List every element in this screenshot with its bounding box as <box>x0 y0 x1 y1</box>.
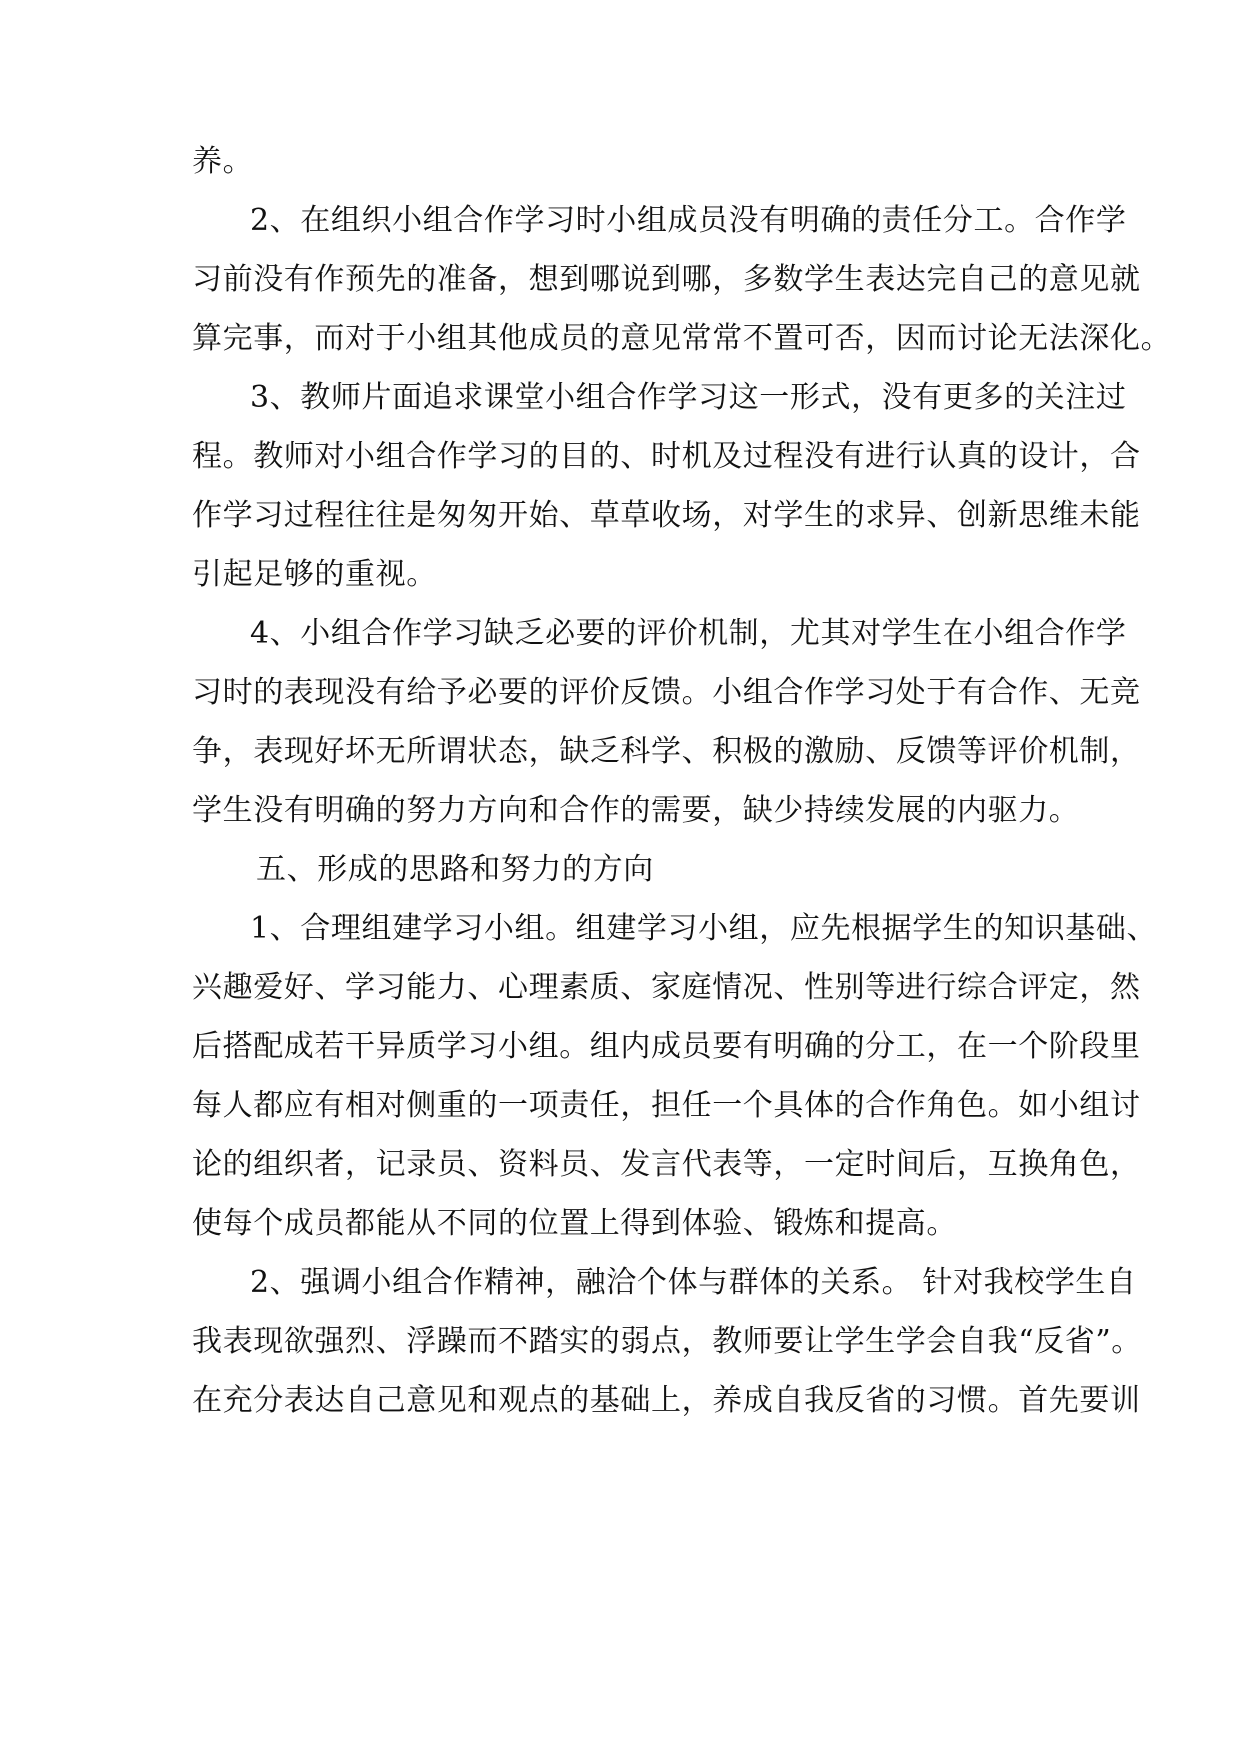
section-heading: 五、形成的思路和努力的方向 <box>256 852 654 887</box>
text-line: 程。教师对小组合作学习的目的、时机及过程没有进行认真的设计，合 <box>192 439 1141 474</box>
paragraph-start: 1、合理组建学习小组。组建学习小组，应先根据学生的知识基础、 <box>250 911 1158 946</box>
text-line: 论的组织者，记录员、资料员、发言代表等，一定时间后，互换角色， <box>192 1147 1141 1182</box>
text-line: 算完事，而对于小组其他成员的意见常常不置可否，因而讨论无法深化。 <box>192 321 1172 356</box>
text-line: 作学习过程往往是匆匆开始、草草收场，对学生的求异、创新思维未能 <box>192 498 1141 533</box>
text-line: 后搭配成若干异质学习小组。组内成员要有明确的分工，在一个阶段里 <box>192 1029 1141 1064</box>
text-line: 养。 <box>192 144 254 179</box>
text-line: 每人都应有相对侧重的一项责任，担任一个具体的合作角色。如小组讨 <box>192 1088 1141 1123</box>
text-line: 使每个成员都能从不同的位置上得到体验、锻炼和提高。 <box>192 1206 957 1241</box>
text-line: 兴趣爱好、学习能力、心理素质、家庭情况、性别等进行综合评定，然 <box>192 970 1141 1005</box>
text-line: 习时的表现没有给予必要的评价反馈。小组合作学习处于有合作、无竞 <box>192 675 1141 710</box>
paragraph-start: 2、强调小组合作精神，融洽个体与群体的关系。 针对我校学生自 <box>250 1265 1137 1300</box>
text-line: 引起足够的重视。 <box>192 557 437 592</box>
text-line: 习前没有作预先的准备，想到哪说到哪，多数学生表达完自己的意见就 <box>192 262 1141 297</box>
text-line: 争，表现好坏无所谓状态，缺乏科学、积极的激励、反馈等评价机制， <box>192 734 1141 769</box>
paragraph-start: 4、小组合作学习缺乏必要的评价机制，尤其对学生在小组合作学 <box>250 616 1127 651</box>
text-line: 在充分表达自己意见和观点的基础上，养成自我反省的习惯。首先要训 <box>192 1383 1141 1418</box>
text-line: 我表现欲强烈、浮躁而不踏实的弱点，教师要让学生学会自我“反省”。 <box>192 1324 1142 1359</box>
text-line: 学生没有明确的努力方向和合作的需要，缺少持续发展的内驱力。 <box>192 793 1080 828</box>
paragraph-start: 3、教师片面追求课堂小组合作学习这一形式，没有更多的关注过 <box>250 380 1127 415</box>
paragraph-start: 2、在组织小组合作学习时小组成员没有明确的责任分工。合作学 <box>250 203 1127 238</box>
